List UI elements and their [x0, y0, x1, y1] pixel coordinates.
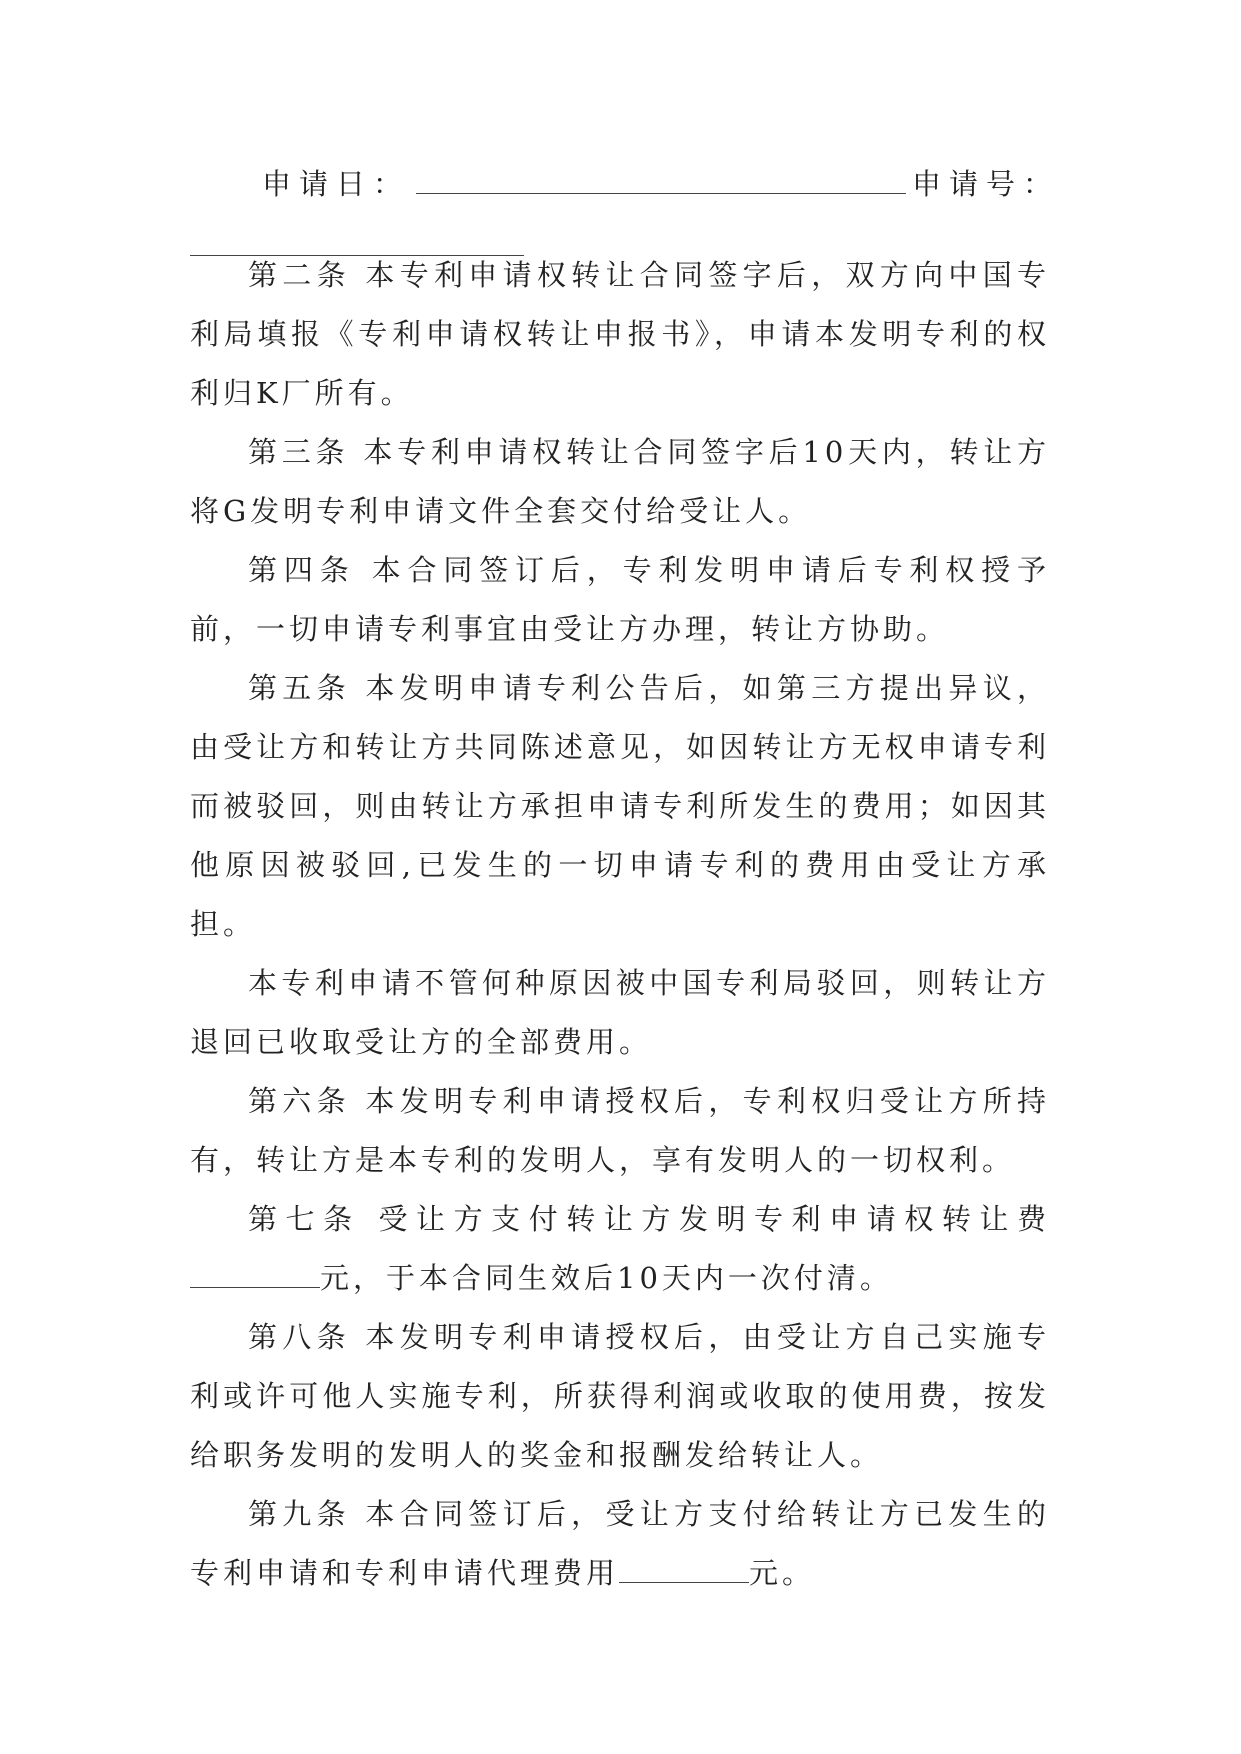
agency-fee-blank	[619, 1560, 749, 1583]
clause-9-text: 第九条 本合同签订后，受让方支付给转让方已发生的专利申请和专利申请代理费用	[190, 1497, 1050, 1590]
clause-2: 第二条 本专利申请权转让合同签字后，双方向中国专利局填报《专利申请权转让申报书》，申请本发明专利的权利归K厂所有。	[190, 258, 1050, 410]
clause-7-text: 第七条 受让方支付转让方发明专利申请权转让费	[248, 1202, 1050, 1236]
clause-9	[190, 1485, 1050, 1603]
clause-7-text-end: 元，于本合同生效后10天内一次付清。	[320, 1261, 893, 1295]
clause-7	[190, 1190, 1050, 1308]
clause-4: 第四条 本合同签订后，专利发明申请后专利权授予前，一切申请专利事宜由受让方办理，转让方协助。	[190, 553, 1050, 646]
clause-6: 第六条 本发明专利申请授权后，专利权归受让方所持有，转让方是本专利的发明人，享有发明人的一切权利。	[190, 1084, 1050, 1177]
application-date-label: 申请日：	[262, 167, 411, 201]
application-number-label: 申请号：	[912, 167, 1061, 201]
transfer-fee-blank	[190, 1265, 320, 1288]
clause-5: 第五条 本发明申请专利公告后，如第三方提出异议，由受让方和转让方共同陈述意见，如因转让方无权申请专利而被驳回，则由转让方承担申请专利所发生的费用；如因其他原因被驳回,已发生的一切申请专利的费用由受让方承担。	[190, 671, 1050, 941]
clause-5-supplement: 本专利申请不管何种原因被中国专利局驳回，则转让方退回已收取受让方的全部费用。	[190, 966, 1050, 1059]
clauses-body	[190, 246, 1050, 1603]
clause-8: 第八条 本发明专利申请授权后，由受让方自己实施专利或许可他人实施专利，所获得利润或收取的使用费，按发给职务发明的发明人的奖金和报酬发给转让人。	[190, 1320, 1050, 1472]
clause-3: 第三条 本专利申请权转让合同签字后10天内，转让方将G发明专利申请文件全套交付给受让人。	[190, 435, 1050, 528]
application-date-blank	[416, 171, 906, 194]
application-header	[262, 162, 1060, 203]
clause-9-text-end: 元。	[749, 1556, 816, 1590]
